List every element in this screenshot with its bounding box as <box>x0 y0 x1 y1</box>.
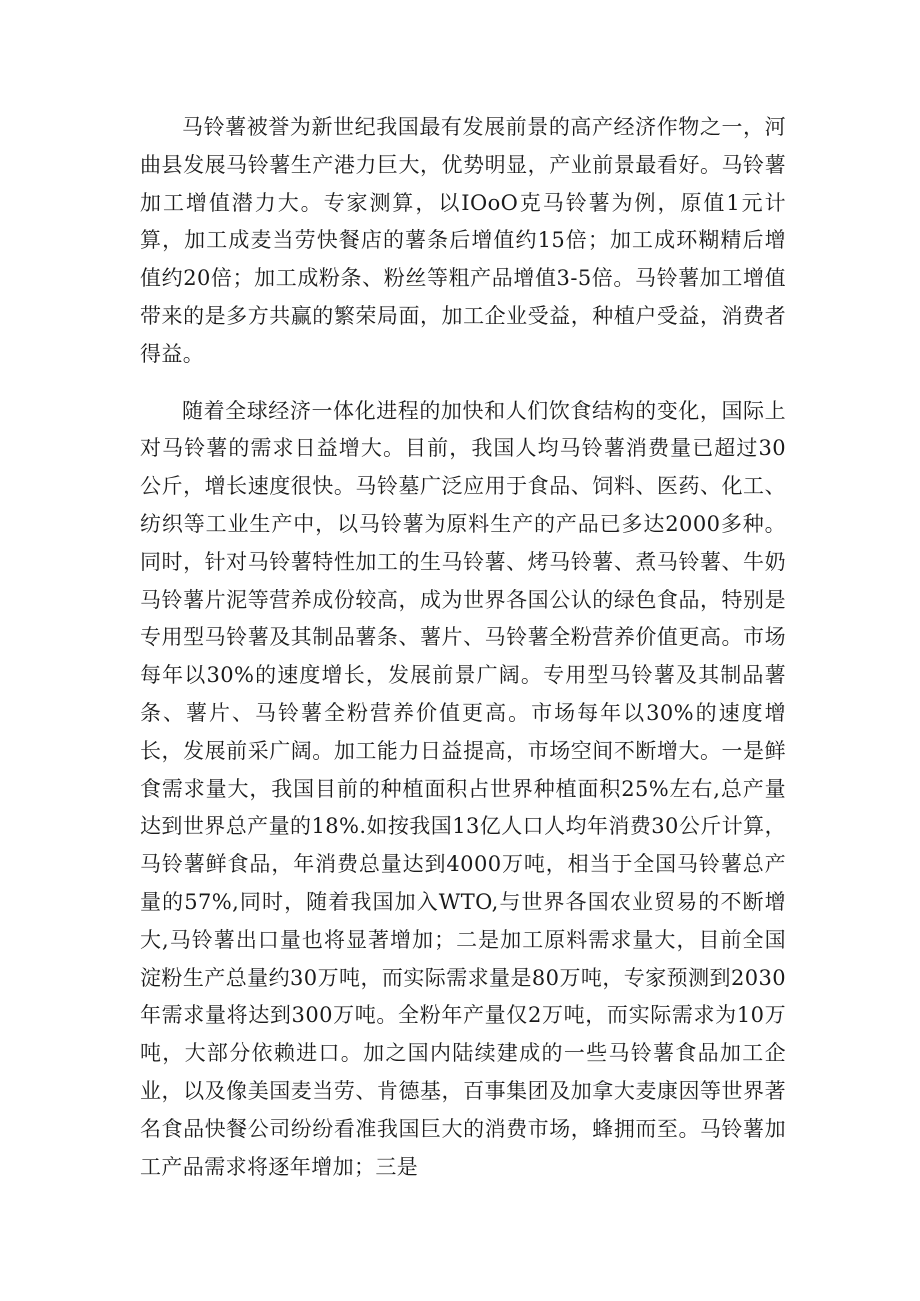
paragraph-1: 马铃薯被誉为新世纪我国最有发展前景的高产经济作物之一，河曲县发展马铃薯生产港力巨大，优势明显，产业前景最看好。马铃薯加工增值潜力大。专家测算，以IOoO克马铃薯为例，原值1元计算，加工成麦当劳快餐店的薯条后增值约15倍；加工成环糊精后增值约20倍；加工成粉条、粉丝等粗产品增值3-5倍。马铃薯加工增值带来的是多方共赢的繁荣局面，加工企业受益，种植户受益，消费者得益。 <box>140 115 786 366</box>
paragraph-2: 随着全球经济一体化进程的加快和人们饮食结构的变化，国际上对马铃薯的需求日益增大。目前，我国人均马铃薯消费量已超过30公斤，增长速度很快。马铃墓广泛应用于食品、饲料、医药、化工、纺织等工业生产中，以马铃薯为原料生产的产品已多达2000多种。同时，针对马铃薯特性加工的生马铃薯、烤马铃薯、煮马铃薯、牛奶马铃薯片泥等营养成份较高，成为世界各国公认的绿色食品，特别是专用型马铃薯及其制品薯条、薯片、马铃薯全粉营养价值更高。市场每年以30%的速度增长，发展前景广阔。专用型马铃薯及其制品薯条、薯片、马铃薯全粉营养价值更高。市场每年以30%的速度增长，发展前采广阔。加工能力日益提高，市场空间不断增大。一是鲜食需求量大，我国目前的种植面积占世界种植面积25%左右,总产量达到世界总产量的18%.如按我国13亿人口人均年消费30公斤计算，马铃薯鲜食品，年消费总量达到4000万吨，相当于全国马铃薯总产量的57%,同时，随着我国加入WTO,与世界各国农业贸易的不断增大,马铃薯出口量也将显著增加；二是加工原料需求量大，目前全国淀粉生产总量约30万吨，而实际需求量是80万吨，专家预测到2030年需求量将达到300万吨。全粉年产量仅2万吨，而实际需求为10万吨，大部分依赖进口。加之国内陆续建成的一些马铃薯食品加工企业，以及像美国麦当劳、肯德基，百事集团及加拿大麦康因等世界著名食品快餐公司纷纷看准我国巨大的消费市场，蜂拥而至。马铃薯加工产品需求将逐年增加；三是 <box>140 398 786 1179</box>
document-body <box>140 109 786 1186</box>
